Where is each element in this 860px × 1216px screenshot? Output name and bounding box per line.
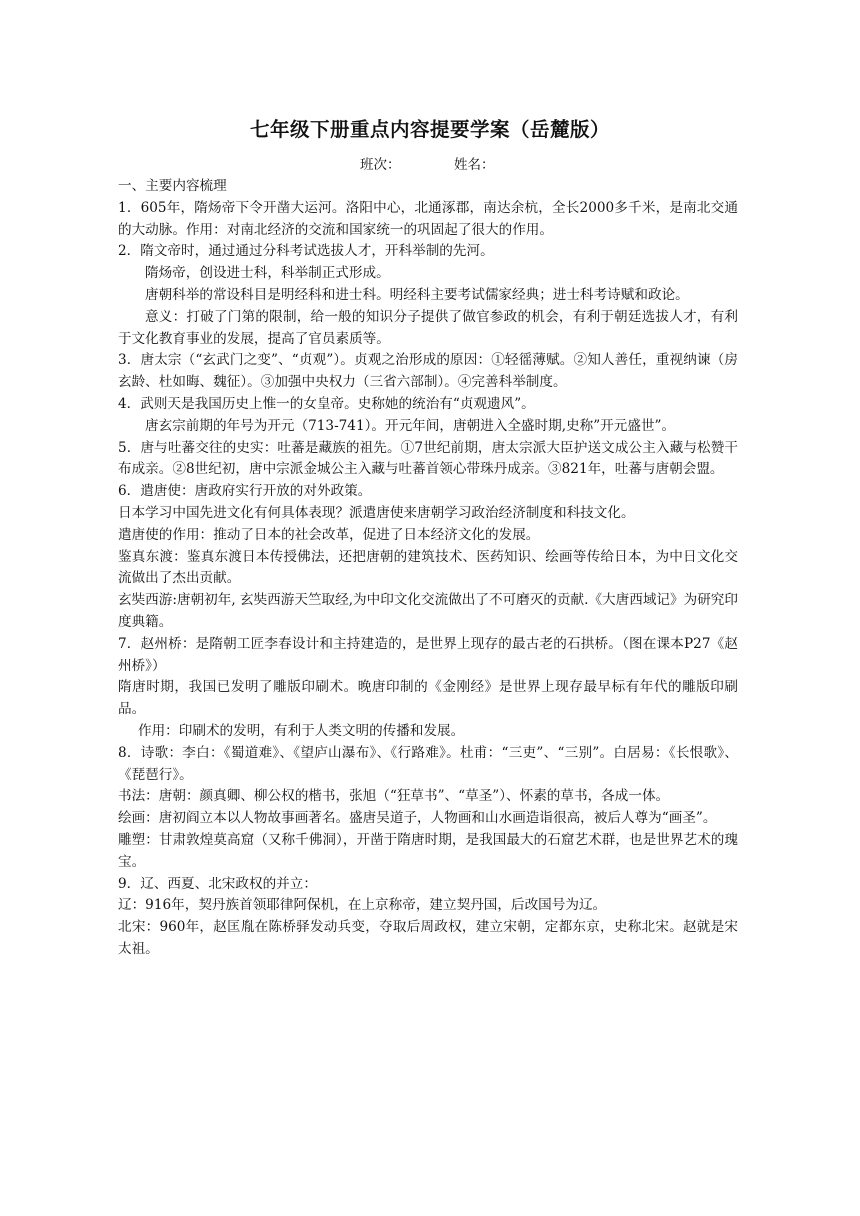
paragraph-9: 5．唐与吐蕃交往的史实：吐蕃是藏族的祖先。①7世纪前期，唐太宗派大臣护送文成公主入藏与松赞干布成亲。②8世纪初，唐中宗派金城公主入藏与吐蕃首领心带珠丹成亲。③821年，吐蕃与唐朝会盟。 xyxy=(118,439,738,478)
paragraph-15: 7．赵州桥：是隋朝工匠李春设计和主持建造的，是世界上现存的最古老的石拱桥。（图在课本P27《赵州桥》） xyxy=(118,635,738,674)
paragraph-13: 鉴真东渡：鉴真东渡日本传授佛法，还把唐朝的建筑技术、医药知识、绘画等传给日本，为中日文化交流做出了杰出贡献。 xyxy=(118,548,738,587)
name-label: 姓名： xyxy=(454,157,495,173)
page-title: 七年级下册重点内容提要学案（岳麓版） xyxy=(249,118,610,141)
paragraph-6: 3．唐太宗（“玄武门之变”、“贞观”）。贞观之治形成的原因：①轻徭薄赋。②知人善任，重视纳谏（房玄龄、杜如晦、魏征）。③加强中央权力（三省六部制）。④完善科举制度。 xyxy=(118,352,738,391)
paragraph-2: 2．隋文帝时，通过通过分科考试选拔人才，开科举制的先河。 xyxy=(118,243,494,260)
class-label: 班次： xyxy=(360,157,401,173)
paragraph-21: 雕塑：甘肃敦煌莫高窟（又称千佛洞），开凿于隋唐时期，是我国最大的石窟艺术群，也是世界艺术的瑰宝。 xyxy=(118,831,738,870)
paragraph-12: 遣唐使的作用：推动了日本的社会改革，促进了日本经济文化的发展。 xyxy=(118,526,540,543)
paragraph-14: 玄奘西游:唐朝初年, 玄奘西游天竺取经,为中印文化交流做出了不可磨灭的贡献.《大唐西域记》为研究印度典籍。 xyxy=(118,592,738,630)
paragraph-7: 4．武则天是我国历史上惟一的女皇帝。史称她的统治有“贞观遗风”。 xyxy=(118,395,535,412)
paragraph-11: 日本学习中国先进文化有何具体表现？派遣唐使来唐朝学习政治经济制度和科技文化。 xyxy=(118,504,635,521)
paragraph-24: 北宋：960年，赵匡胤在陈桥驿发动兵变，夺取后周政权，建立宋朝，定都东京，史称北宋。赵就是宋太祖。 xyxy=(118,919,738,957)
paragraph-5: 意义：打破了门第的限制，给一般的知识分子提供了做官参政的机会，有利于朝廷选拔人才，有利于文化教育事业的发展，提高了官员素质等。 xyxy=(118,308,738,347)
paragraph-17: 作用：印刷术的发明，有利于人类文明的传播和发展。 xyxy=(138,722,465,739)
paragraph-16: 隋唐时期，我国已发明了雕版印刷术。晚唐印制的《金刚经》是世界上现存最早标有年代的雕版印刷品。 xyxy=(118,679,738,718)
paragraph-4: 唐朝科举的常设科目是明经科和进士科。明经科主要考试儒家经典；进士科考诗赋和政论。 xyxy=(145,286,689,303)
paragraph-18: 8．诗歌：李白：《蜀道难》、《望庐山瀑布》、《行路难》。杜甫：“三吏”、“三别”。白居易：《长恨歌》、《琵琶行》。 xyxy=(118,744,738,783)
paragraph-22: 9．辽、西夏、北宋政权的并立： xyxy=(118,875,317,892)
document-body xyxy=(118,176,738,961)
paragraph-3: 隋炀帝，创设进士科，科举制正式形成。 xyxy=(145,265,390,282)
paragraph-10: 6．遣唐使：唐政府实行开放的对外政策。 xyxy=(118,483,372,500)
section-heading: 一、主要内容梳理 xyxy=(118,178,227,194)
paragraph-8: 唐玄宗前期的年号为开元（713-741）。开元年间，唐朝进入全盛时期,史称”开元盛世”。 xyxy=(145,417,676,434)
paragraph-23: 辽：916年，契丹族首领耶律阿保机，在上京称帝，建立契丹国，后改国号为辽。 xyxy=(118,897,607,914)
paragraph-19: 书法：唐朝：颜真卿、柳公权的楷书，张旭（“狂草书”、“草圣”）、怀素的草书，各成一体。 xyxy=(118,788,670,805)
paragraph-20: 绘画：唐初阎立本以人物故事画著名。盛唐吴道子，人物画和山水画造诣很高，被后人尊为“画圣”。 xyxy=(118,810,717,827)
paragraph-1: 1．605年，隋炀帝下令开凿大运河。洛阳中心，北通涿郡，南达余杭，全长2000多千米，是南北交通的大动脉。作用：对南北经济的交流和国家统一的巩固起了很大的作用。 xyxy=(118,199,738,238)
